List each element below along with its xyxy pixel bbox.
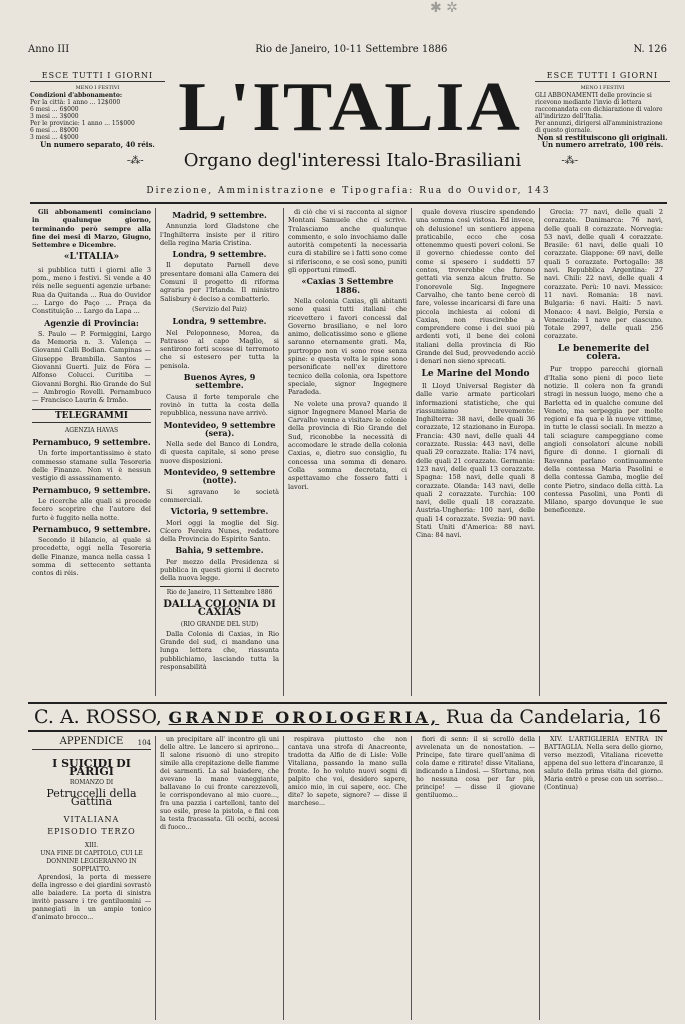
appendice-number: 104 [137,739,151,747]
telegram-text: Annunzia lord Gladstone che l'Inghilterra insiste per il ritiro della regina Maria Cristina. [160,222,279,247]
front-columns [28,208,667,696]
subscription-line: Condizioni d'abbonamento: [30,92,123,99]
notice-line: Per annunzi, dirigersi all'amministrazione di questo giornale. [535,120,663,134]
chapter-sub: UNA FINE DI CAPITOLO, CUI LE DONNINE LEGGERANNO IN SOPPIATTO. [40,850,143,873]
telegram-place: Pernambuco, 9 settembre. [32,484,151,495]
notice-box-title: ESCE TUTTI I GIORNI [535,72,670,82]
column-1 [28,208,156,696]
telegram-place: Londra, 9 settembre. [172,316,267,327]
advertisement-banner [28,702,667,732]
telegram-place: Madrid, 9 settembre. [172,210,267,220]
subscription-line: 6 mesi ... 6$000 [30,106,79,113]
telegram-text: Si sgravano le società commerciali. [160,487,279,504]
romanzo-by: ROMANZO DI [69,779,114,786]
appendice-text: respirava piuttosto che non cantava una strofa di Anacreonte, tradotta da Alfio de di Lisle: Volle Vitaliana, passando la mano sulla fronte. Io ho voluto nuovi sogni di palpito che voi, desidero sapere, amico mio, in cui sapere, ecc. Che dite? lo sapete, signore? — disse il marchese... [288,736,407,807]
col1-text2: S. Paulo — P. Formiggini, Largo da Memoria n. 3. Valença — Giovanni Calli Bodian. Campinas — Giuseppe Brambilla. Santos — Giovanni Guerti. Juiz de Fóra — Alfonso Colucci. Curitiba — Giovanni Borghi. Rio Grande do Sul — Ambrogio Rovelli. Pernambuco — Francisco Laurin & Irmão. [32,329,151,405]
appendice-text: fiori di senn: il si scrollò della avvelenata un de nonostation. — Principe, fate tirare quell'anima di cola dame e ritirate! disse Vitaliana, indicando a Lindosi. — Sfortuna, non ho nessuna cosa per far più, principe! — disse il giovane gentiluomo... [416,736,535,799]
column-4 [412,208,540,696]
paper-stain-icon: ✱ ✲ [430,0,458,16]
colera-head: Le benemerite del colera. [557,343,650,363]
romanzo-title: I SUICIDI DI PARIGI [52,757,131,778]
telegram-text: Per mezzo della Presidenza si pubblica in questi giorni il decreto della nuova legge. [160,557,279,583]
notice-box-sub: MENO I FESTIVI [580,85,625,91]
col3-text3: Ne volete una prova? quando il signor Ingegnere Manoel Maria de Carvalho venne a visitare le colonie della provincia di Rio Grande del Sud, riconobbe la necessità di accomodare le strade della colonia Caxias, e, dietro suo consiglio, fu concessa una somma di denaro. Colla somma decretata, ci aspettavamo che fossero fatti i lavori. [288,399,407,491]
subscription-line: Per la città: 1 anno ... 12$000 [30,99,121,106]
telegram-text: Il deputato Parnell deve presentare domani alla Camera dei Comuni il progetto di riforma agraria per l'Irlanda. Il ministro Salisbury è deciso a combatterlo. [160,261,279,303]
telegram-text: Le ricerche alle quali si procede fecero scoprire che l'autore del furto è fuggito nella notte. [32,496,151,522]
appendice-column-3 [284,736,412,1020]
appendice-header [32,736,151,750]
col4-text: quale doveva riuscire spendendo una somma così vistosa. Ed invece, oh delusione! un sentiero appena praticabile, ecco che cosa ottenemmo questi poveri coloni. Se il governo chiedesse conto del come si spesero i suddetti 57 contos, troverebbe che furono gettati via senza alcun frutto. Se l'onorevole Sig. Ingegnere Carvalho, che tanto bene cercò di fare, volesse incaricarsi di fare una piccola inchiesta ai coloni di Caxias, non riuscirebbe a comprendere come i dei suoi più ardenti voti, il bene dei coloni italiani della provincia di Rio Grande del Sud, provvedendo acciò i denari non sieno sprecati. [416,208,535,366]
telegrammi-head: TELEGRAMMI [32,409,151,423]
direzione-line: Direzione, Amministrazione e Tipografia: Rua do Ouvidor, 143 [30,186,667,204]
telegram-text: Un forte importantissimo è stato commesso stamane sulla Tesoreria delle Finanze. Non vi è nessun vestigio di assassinamento. [32,449,151,483]
col1-text: si pubblica tutti i giorni alle 3 pom., meno i festivi. Si vende a 40 réis nelle seguenti agenzie urbane: Rua da Quitanda ... Rua do Ouvidor ... Largo do Paço ... Praça da Constituição ... Largo da Lapa ... [32,265,151,316]
colonia-head: DALLA COLONIA DI CAXIAS [163,598,276,619]
col5-text2: Pur troppo parecchi giornali d'Italia sono pieni di poco liete notizie. Il colera non fa grandi stragi in nessun luogo, meno che a Barletta ed in qualche comune del Veneto, ma serpeggia per molte regioni e fa qua e là nuove vittime, in tutte le classi sociali. In mezzo a tali sciagure campeggiano come angioli consolatori alcune nobili figure di donne. I giornali di Ravenna parlano continuamente della contessa Maria Pasolini e della contessa Gamba, moglie del conte Pietro, sindaco della città. La contessa Pasolini, una Ponti di Milano, spargo dovunque le sue beneficenze. [544,365,663,515]
ornament-icon: -⁂- [126,155,144,167]
ad-left: C. A. ROSSO, [34,706,162,728]
appendice-text: Aprendosi, la porta di messere della ingresso e dei giardini sovrastò alle baiadere. La porta di sinistra invitò passare i tre gentiluomini — pannegiati in un ampio tonico d'animato brocco... [32,874,151,921]
col1-head2: Agenzie di Provincia: [44,317,139,328]
marine-head: Le Marine del Mondo [421,368,530,379]
subscription-line: 6 mesi ... 8$000 [30,127,79,134]
telegram-place: Pernambuco, 9 settembre. [32,437,151,448]
romanzo-episode: EPISODIO TERZO [47,827,136,836]
dateline: Rio de Janeiro, 10-11 Settembre 1886 [255,44,448,55]
telegram-place: Londra, 9 settembre. [172,249,267,260]
subscription-line: 3 mesi ... 4$000 [30,134,79,141]
subscription-line: 3 mesi ... 3$000 [30,113,79,120]
telegram-text: Causa il forte temporale che rovinò in tutta la costa della repubblica, nessuna nave arrivò. [160,392,279,418]
colonia-text: Dalla Colonia di Caxias, in Rio Grande del sud, ci mandano una lunga lettera che, riassunta pubblichiamo, lasciando tutta la responsabilità [160,629,279,671]
telegram-place: Victoria, 9 settembre. [170,506,269,517]
masthead-subtitle [60,150,645,171]
telegram-place: Bahia, 9 settembre. [175,545,264,556]
telegram-place: Montevideo, 9 settembre (sera). [163,419,276,438]
appendice-section [28,736,667,1020]
appendice-column-2 [156,736,284,1020]
year-label: Anno III [28,44,70,55]
masthead-title: L'ITALIA [178,68,522,146]
col3-text: di ciò che vi si racconta al signor Montani Samuele che ci scrive. Tralasciamo anche qualunque commento, e solo invochiamo dalle autorità competenti la necessaria cura di stabilire se i fatti sono come si riferiscono, e se così sono, puniti gli opportuni rimedî. [288,208,407,275]
col4-text2: Il Lloyd Universal Register dà dalle varie armate particolari informazioni statistiche, che qui riassumiamo brevemente: Inghilterra: 38 navi, delle quali 36 corazzate, 12 stazionano in Europa. Francia: 430 navi, delle quali 44 corazzate. Russia: 443 navi, delle quali 29 corazzate. Italia: 174 navi, delle quali 21 corazzate. Germania: 123 navi, delle quali 13 corazzate. Spagna: 158 navi, delle quali 8 corazzate. Olanda: 143 navi, delle quali 2 corazzate. Turchia: 100 navi, delle quali 18 corazzate. Austria-Ungheria: 100 navi, delle quali 14 corazzate. Svezia: 90 navi. Stati Uniti d'America: 88 navi. Cina: 84 navi. [416,381,535,540]
notice-footer: Non si restituiscono gli originali. Un numero arretrato, 100 réis. [537,133,668,149]
subscription-box [30,72,165,148]
telegram-text: Secondo il bilancio, al quale si procedette, oggi nella Tesoreria delle Finanze, manca nella cassa 1 somma di settecento settanta contos di réis. [32,536,151,578]
column-3 [284,208,412,696]
colonia-sub: (RIO GRANDE DEL SUD) [180,621,259,629]
telegram-text: Nel Peloponneso, Morea, da Patrasso al capo Maglio, si sentirono forti scosse di terremoto che si estesero per tutta la penisola. [160,328,279,370]
appendice-column-4 [412,736,540,1020]
ad-right: Rua da Candelaria, 16 [445,706,661,728]
col5-text: Grecia: 77 navi, delle quali 2 corazzate. Danimarca: 76 navi, delle quali 8 corazzate. Norvegia: 53 navi, delle quali 4 corazzate. Brasile: 61 navi, delle quali 10 corazzate. Giappone: 69 navi, delle quali 5 corazzate. Portogallo: 38 navi. Repubblica Argentina: 27 navi. Chili: 22 navi, delle quali 4 corazzate. Perù: 10 navi. Messico: 11 navi. Romania: 18 navi. Bulgaria: 6 navi. Haiti: 5 navi. Monaco: 4 navi. Belgio, Persia e Venezuela: 1 nave per ciascuno. Totale 2997, delle quali 256 corazzate. [544,208,663,341]
appendice-column-5 [540,736,667,1020]
romanzo-author: Petruccelli della Gattina [46,787,137,808]
subtitle-text: Organo degl'interessi Italo-Brasiliani [183,150,522,171]
dateline-bar [28,44,667,58]
appendice-label: APPENDICE [59,736,124,747]
notice-line: GLI ABBONAMENTI delle provincie si ricevono mediante l'invio di lettera raccomandata con dichiarazione di valore all'indirizzo dell'Italia. [535,92,663,120]
ornament-icon: -⁂- [561,155,579,167]
telegram-text: Nella sede del Banco di Londra, di questa capitale, si sono prese nuove disposizioni. [160,440,279,465]
notice-box [535,72,670,148]
col3-text2: Nella colonia Caxias, gli abitanti sono quasi tutti italiani che ricevettero i favori concessi dal Governo brasiliano, e nel loro animo, delicatissimo sono e gliene saranno eternamente grati. Ma, purtroppo non vi sono rose senza spine: e questa volta le spine sono personificate nell'ex direttore tecnico della colonia, ora Ispettore speciale, signor Ingegnere Paradeda. [288,296,407,397]
issue-number: N. 126 [633,44,667,55]
chapter-number: XIII. [84,842,99,849]
telegram-service: (Servizio del Paiz) [192,305,247,313]
col3-date: «Caxias 3 Settembre 1886. [301,276,394,295]
subscription-box-title: ESCE TUTTI I GIORNI [30,72,165,82]
telegram-place: Pernambuco, 9 settembre. [32,523,151,534]
column-5 [540,208,667,696]
col1-intro: Gli abbonamenti cominciano in qualunque giorno, terminando però sempre alla fine dei mesi di Marzo, Giugno, Settembre e Dicembre. [32,208,151,250]
subscription-line: Per le provincie: 1 anno ... 15$000 [30,120,135,127]
column-2 [156,208,284,696]
appendice-text: un precipitare all' incontro gli uni delle altre. Le lancero si aprirono... Il salone risuonò di uno strepito simile alla crepitazione delle fiamme dei sarmenti. La sal baiadere, che avevano la mano vaneggiante, ballavano lo cui fronte carezzevoli, le corrispondevano al mio cuore..., fra una pazzia i cartelloni, tanto del suo esile, prese la pistola, e finì con la testa fracassata. Gli occhi, accesi di fuoco... [160,736,279,831]
subscription-box-sub: MENO I FESTIVI [75,85,120,91]
subscription-footer: Un numero separato, 40 réis. [40,140,155,149]
telegram-text: Morì oggi la moglie del Sig. Cícero Pereira Nunes, redattore della Provincia do Espirito Santo. [160,518,279,544]
ad-middle: GRANDE OROLOGERIA, [168,707,440,727]
romanzo-part: VITALIANA [63,815,120,824]
appendice-column-1 [28,736,156,1020]
telegram-place: Montevideo, 9 settembre (notte). [163,467,276,486]
appendice-text: XIV. L'ARTIGLIERIA ENTRA IN BATTAGLIA. Nella sera dello giorno, verso mezzodì, Vitaliana ricevette appena del suo lettera d'incaranze, il saluto della prima visita del giorno. Maria entrò e prese con un sorriso... (Continua) [544,736,663,791]
telegram-place: Buenos Ayres, 9 settembre. [183,372,256,391]
colonia-date: Rio de Janeiro, 11 Settembre 1886 [160,586,279,597]
col1-head: «L'ITALIA» [63,252,120,263]
agenzia-label: AGENZIA HAVAS [64,426,119,434]
